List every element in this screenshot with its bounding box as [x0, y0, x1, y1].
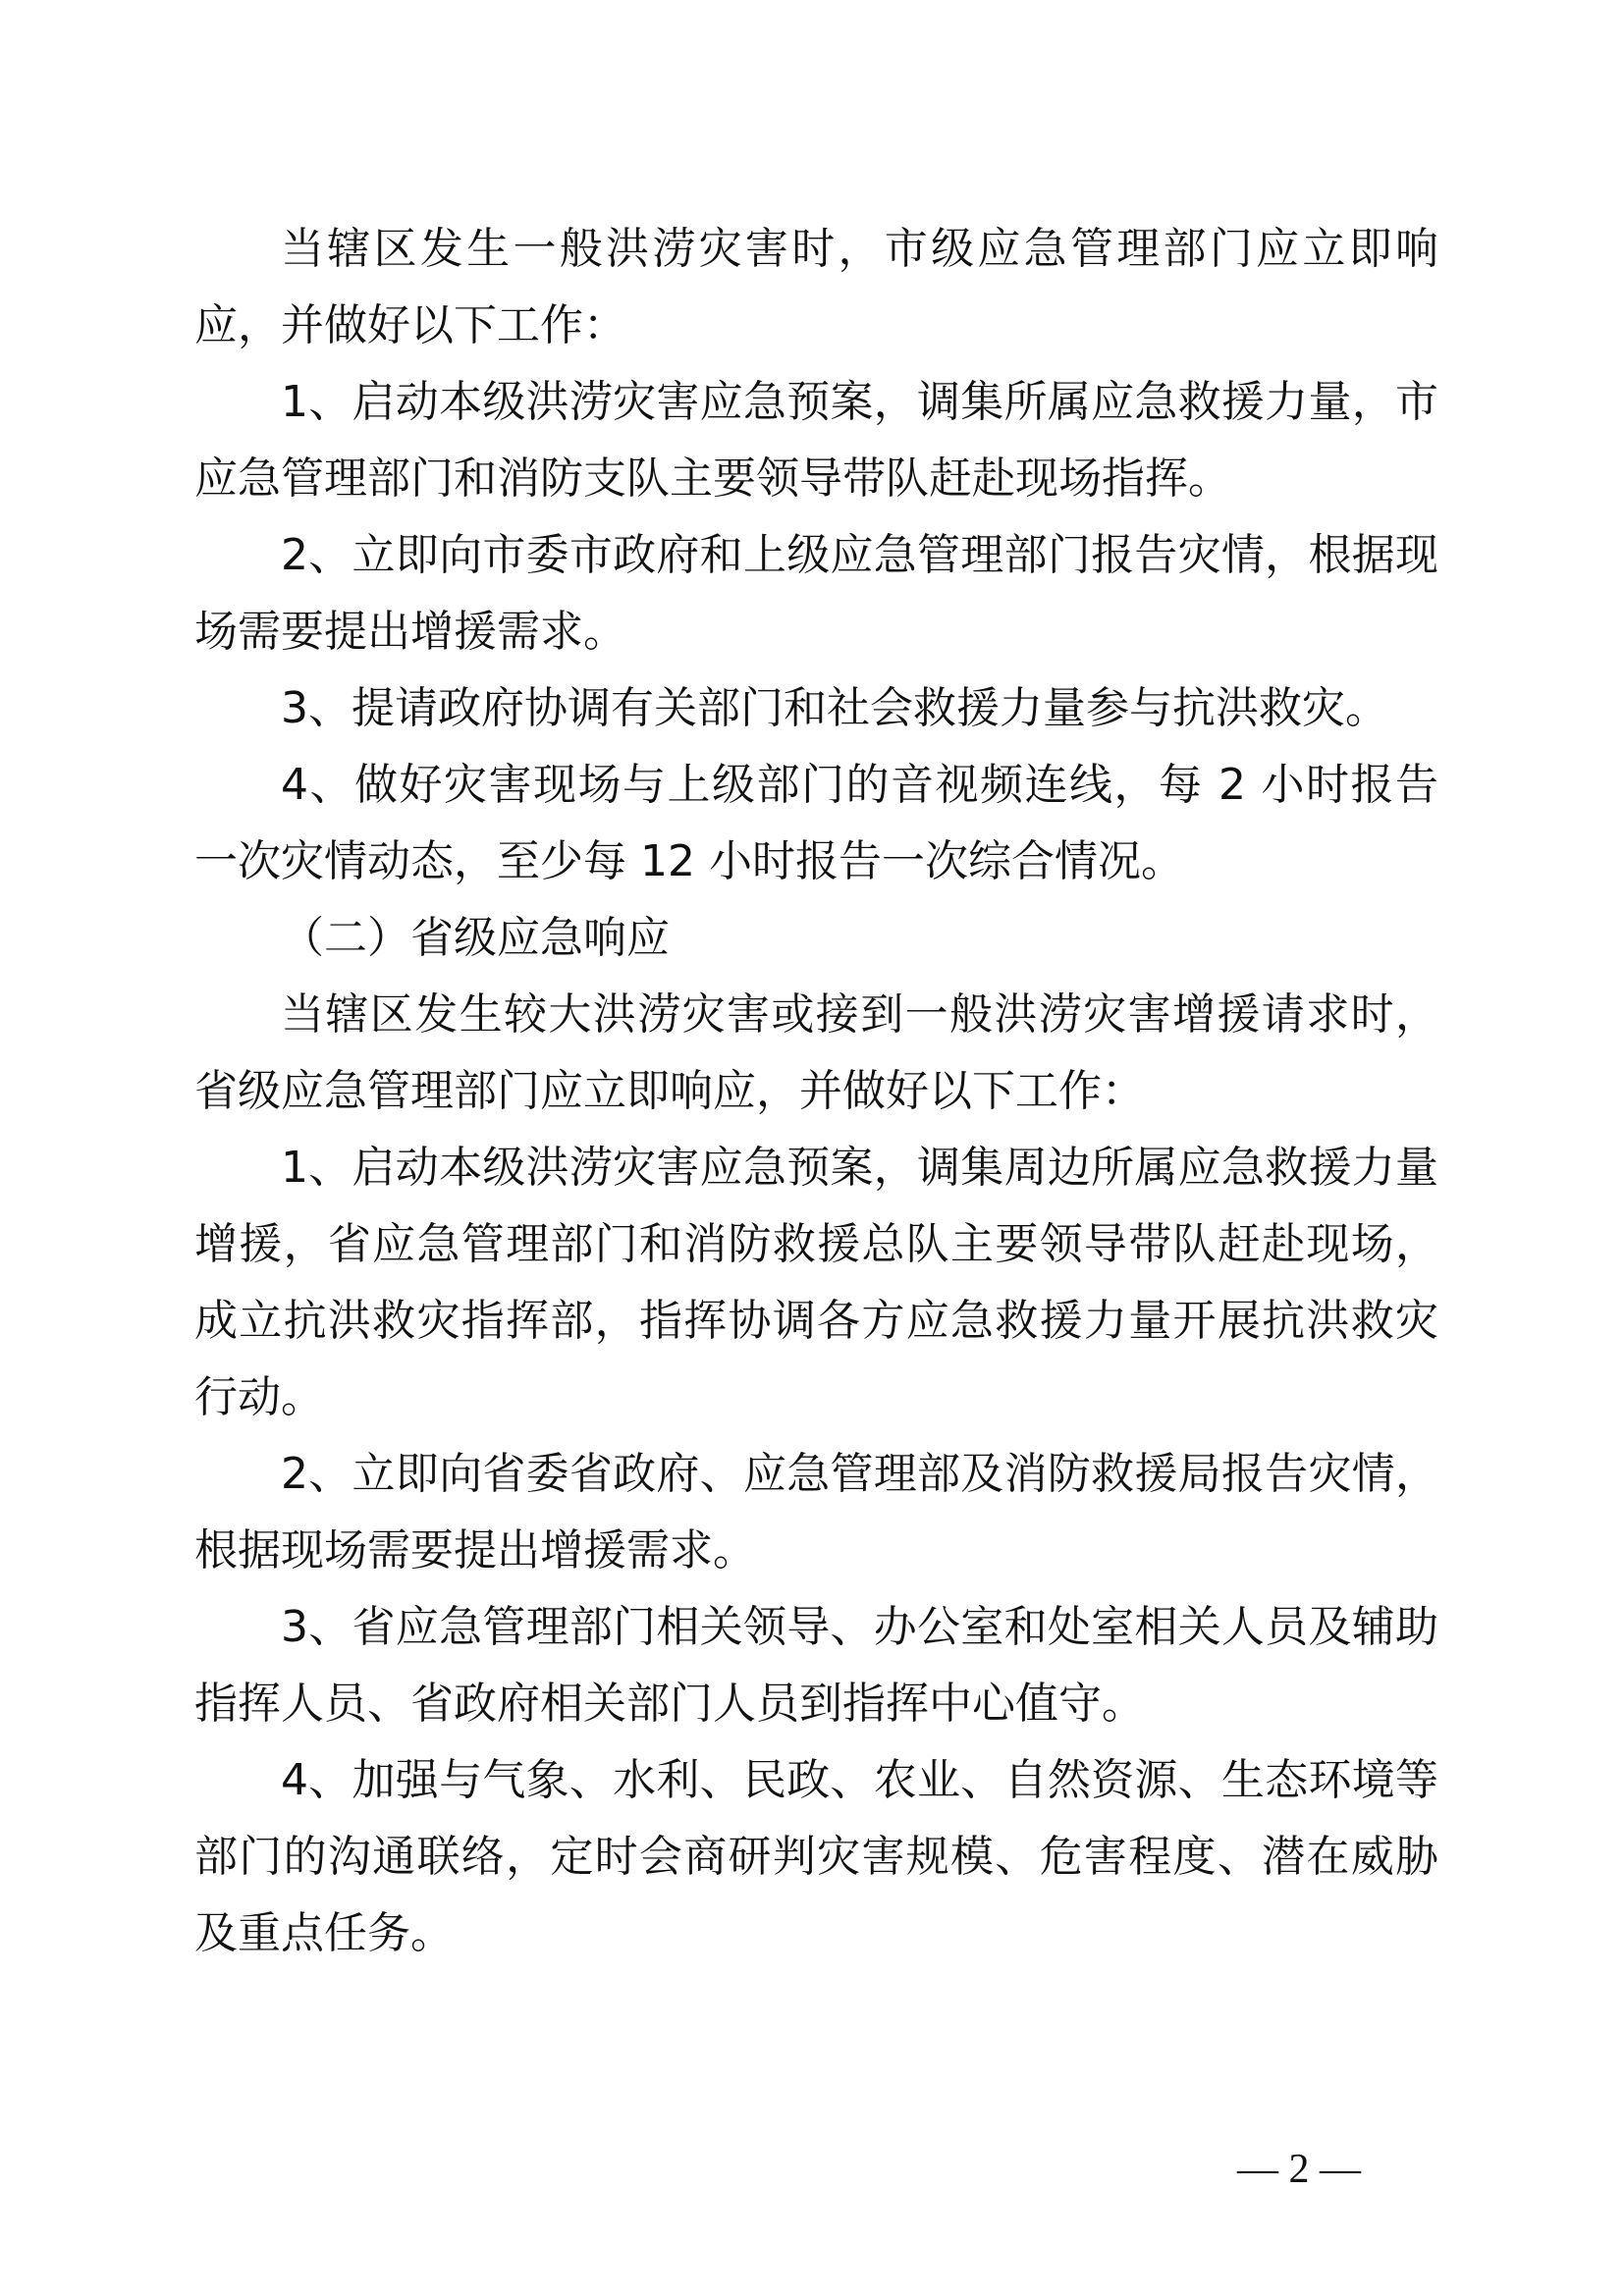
- paragraph-provincial-item-1: 1、启动本级洪涝灾害应急预案，调集周边所属应急救援力量增援，省应急管理部门和消防救援总队主要领导带队赶赴现场，成立抗洪救灾指挥部，指挥协调各方应急救援力量开展抗洪救灾行动。: [194, 1143, 1438, 1422]
- paragraph-city-item-4: 4、做好灾害现场与上级部门的音视频连线，每 2 小时报告一次灾情动态，至少每 12 小时报告一次综合情况。: [194, 760, 1438, 886]
- paragraph-provincial-item-4: 4、加强与气象、水利、民政、农业、自然资源、生态环境等部门的沟通联络，定时会商研判灾害规模、危害程度、潜在威胁及重点任务。: [194, 1755, 1438, 1958]
- document-body: [194, 211, 1438, 1972]
- paragraph-city-item-1: 1、启动本级洪涝灾害应急预案，调集所属应急救援力量，市应急管理部门和消防支队主要领导带队赶赴现场指挥。: [194, 377, 1438, 504]
- paragraph-provincial-response-intro: 当辖区发生较大洪涝灾害或接到一般洪涝灾害增援请求时，省级应急管理部门应立即响应，并做好以下工作：: [194, 989, 1438, 1116]
- paragraph-provincial-item-2: 2、立即向省委省政府、应急管理部及消防救援局报告灾情，根据现场需要提出增援需求。: [194, 1449, 1438, 1575]
- paragraph-city-item-2: 2、立即向市委市政府和上级应急管理部门报告灾情，根据现场需要提出增援需求。: [194, 530, 1438, 657]
- paragraph-city-response-intro: 当辖区发生一般洪涝灾害时，市级应急管理部门应立即响应，并做好以下工作：: [194, 224, 1438, 350]
- page-number: — 2 —: [1237, 2147, 1361, 2192]
- paragraph-provincial-item-3: 3、省应急管理部门相关领导、办公室和处室相关人员及辅助指挥人员、省政府相关部门人员到指挥中心值守。: [194, 1602, 1438, 1729]
- section-heading-provincial-response: （二）省级应急响应: [281, 913, 670, 963]
- paragraph-city-item-3: 3、提请政府协调有关部门和社会救援力量参与抗洪救灾。: [281, 683, 1388, 733]
